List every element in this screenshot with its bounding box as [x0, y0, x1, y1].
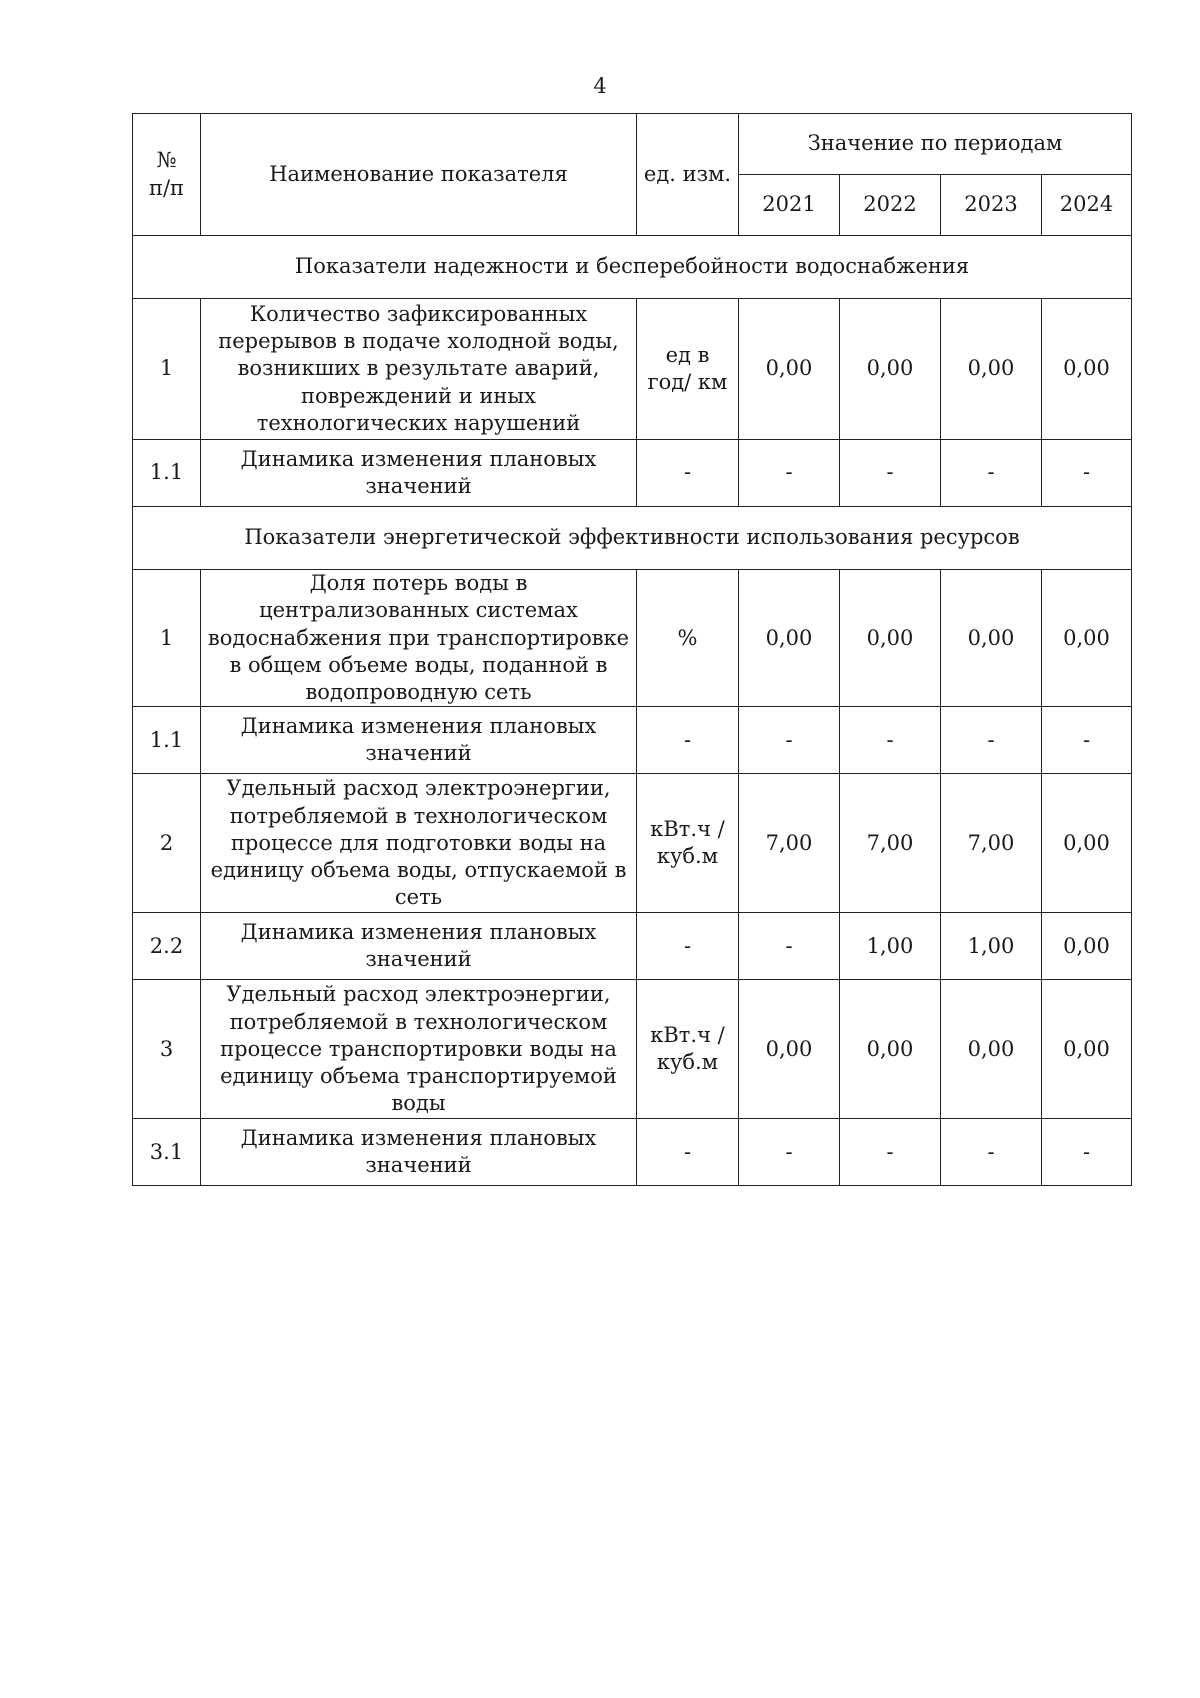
row-value: 7,00: [739, 774, 840, 913]
row-value: -: [739, 913, 840, 980]
table-row: [133, 774, 1132, 913]
row-num: 3.1: [133, 1119, 201, 1186]
row-name: Количество зафиксированных перерывов в подаче холодной воды, возникших в результате аварий, повреждений и иных технологических нарушений: [201, 299, 637, 440]
row-value: 0,00: [840, 299, 941, 440]
row-num: 1: [133, 299, 201, 440]
row-name: Динамика изменения плановых значений: [201, 707, 637, 774]
row-unit: -: [637, 913, 739, 980]
row-name: Удельный расход электроэнергии, потребляемой в технологическом процессе для подготовки воды на единицу объема воды, отпускаемой в сеть: [201, 774, 637, 913]
table-row: [133, 440, 1132, 507]
row-value: 0,00: [941, 980, 1042, 1119]
row-num: 1.1: [133, 440, 201, 507]
table-row: [133, 707, 1132, 774]
row-value: 1,00: [840, 913, 941, 980]
row-value: 0,00: [1042, 774, 1132, 913]
table-row: [133, 980, 1132, 1119]
row-value: 0,00: [840, 980, 941, 1119]
row-value: 0,00: [739, 299, 840, 440]
row-value: -: [1042, 440, 1132, 507]
row-num: 3: [133, 980, 201, 1119]
row-value: 0,00: [840, 570, 941, 707]
header-unit: ед. изм.: [637, 114, 739, 236]
table-row: [133, 570, 1132, 707]
section-title: Показатели надежности и бесперебойности водоснабжения: [133, 236, 1132, 299]
indicators-table: [132, 113, 1132, 1186]
header-year: 2024: [1042, 175, 1132, 236]
row-value: -: [840, 707, 941, 774]
row-value: 0,00: [739, 570, 840, 707]
row-value: 0,00: [739, 980, 840, 1119]
row-value: -: [1042, 707, 1132, 774]
row-value: -: [941, 1119, 1042, 1186]
row-value: -: [840, 1119, 941, 1186]
header-year: 2022: [840, 175, 941, 236]
header-name: Наименование показателя: [201, 114, 637, 236]
row-value: 0,00: [941, 299, 1042, 440]
row-unit: -: [637, 440, 739, 507]
section-title: Показатели энергетической эффективности использования ресурсов: [133, 507, 1132, 570]
row-value: 0,00: [1042, 913, 1132, 980]
row-value: -: [941, 440, 1042, 507]
row-name: Динамика изменения плановых значений: [201, 440, 637, 507]
row-name: Динамика изменения плановых значений: [201, 1119, 637, 1186]
row-value: -: [739, 1119, 840, 1186]
table-row: [133, 913, 1132, 980]
row-name: Доля потерь воды в централизованных системах водоснабжения при транспортировке в общем объеме воды, поданной в водопроводную сеть: [201, 570, 637, 707]
row-name: Динамика изменения плановых значений: [201, 913, 637, 980]
row-unit: кВт.ч / куб.м: [637, 774, 739, 913]
row-value: 1,00: [941, 913, 1042, 980]
row-value: -: [1042, 1119, 1132, 1186]
row-num: 2.2: [133, 913, 201, 980]
row-unit: кВт.ч / куб.м: [637, 980, 739, 1119]
row-unit: ед в год/ км: [637, 299, 739, 440]
row-value: 0,00: [941, 570, 1042, 707]
row-value: -: [739, 440, 840, 507]
row-value: 7,00: [840, 774, 941, 913]
row-value: 0,00: [1042, 570, 1132, 707]
row-value: -: [941, 707, 1042, 774]
table-row: [133, 299, 1132, 440]
row-num: 2: [133, 774, 201, 913]
row-num: 1: [133, 570, 201, 707]
header-year: 2021: [739, 175, 840, 236]
header-year: 2023: [941, 175, 1042, 236]
row-value: -: [739, 707, 840, 774]
row-value: -: [840, 440, 941, 507]
row-value: 0,00: [1042, 980, 1132, 1119]
row-unit: -: [637, 1119, 739, 1186]
section-row: [133, 236, 1132, 299]
row-unit: -: [637, 707, 739, 774]
row-value: 0,00: [1042, 299, 1132, 440]
header-num: [133, 114, 201, 236]
row-unit: %: [637, 570, 739, 707]
row-name: Удельный расход электроэнергии, потребляемой в технологическом процессе транспортировки воды на единицу объема транспортируемой воды: [201, 980, 637, 1119]
section-row: [133, 507, 1132, 570]
header-num-label: № п/п: [148, 148, 185, 200]
table-row: [133, 1119, 1132, 1186]
row-value: 7,00: [941, 774, 1042, 913]
row-num: 1.1: [133, 707, 201, 774]
page-number: 4: [593, 74, 607, 98]
header-periods: Значение по периодам: [739, 114, 1132, 175]
